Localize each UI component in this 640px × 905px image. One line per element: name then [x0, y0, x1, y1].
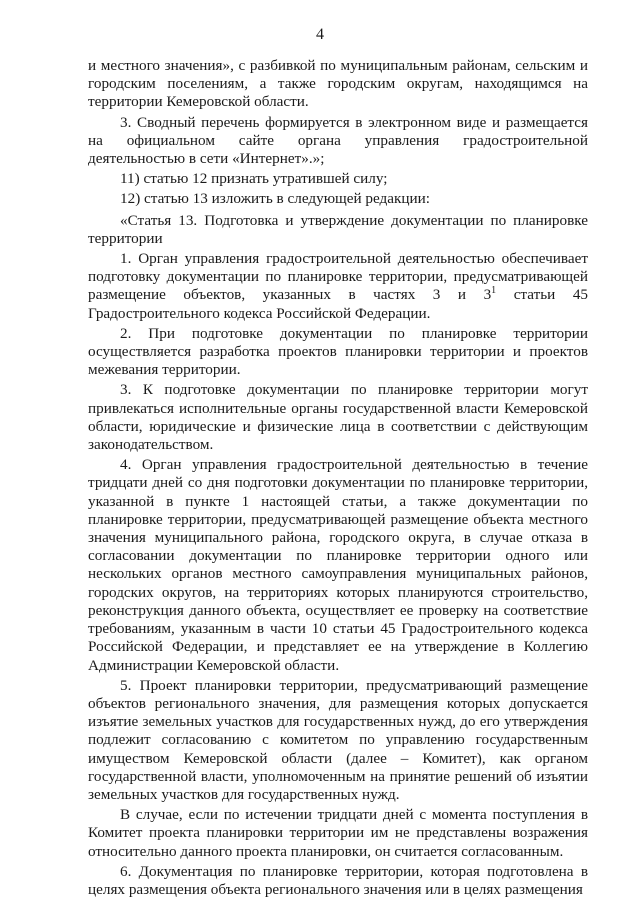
paragraph: 6. Документация по планировке территории, которая подготовлена в целях размещения объекта регионального значения или в целях размещения — [88, 862, 588, 898]
page-number: 4 — [316, 26, 324, 43]
paragraph: 5. Проект планировки территории, предусматривающий размещение объектов регионального значения, для размещения которых допускается изъятие земельных участков для государственных нужд, до его утверждения подлежит согласованию с комитетом по управлению государственным имуществом Кемеровской области (далее – Комитет), как органом государственной власти, уполномоченным на принятие решений об изъятии земельных участков для государственных нужд. — [88, 676, 588, 803]
paragraph: 12) статью 13 изложить в следующей редакции: — [120, 190, 430, 208]
paragraph: 3. К подготовке документации по планировке территории могут привлекаться исполнительные органы государственной власти Кемеровской области, юридические и физические лица в соответствии с действующим законодательством. — [88, 381, 588, 454]
paragraph: 11) статью 12 признать утратившей силу; — [120, 170, 388, 188]
article-heading: «Статья 13. Подготовка и утверждение документации по планировке территории — [88, 211, 588, 247]
paragraph: В случае, если по истечении тридцати дней с момента поступления в Комитет проекта планировки территории им не представлены возражения относительно данного проекта планировки, он считается согласованным. — [88, 806, 588, 860]
document-body — [88, 57, 588, 901]
paragraph: 4. Орган управления градостроительной деятельностью в течение тридцати дней со дня подготовки документации по планировке территории, указанной в пункте 1 настоящей статьи, а также документации по планировке территории, предусматривающей размещение объекта местного значения муниципального района, городского округа, в случае отказа в согласовании документации по планировке территории одного или нескольких органов местного самоуправления муниципальных районов, городских округов, на территориях которых планируются строительство, реконструкция данного объекта, осуществляет ее проверку на соответствие требованиям, указанным в части 10 статьи 45 Градостроительного кодекса Российской Федерации, и представляет ее на утверждение в Коллегию Администрации Кемеровской области. — [88, 456, 588, 674]
paragraph — [88, 250, 588, 323]
paragraph: и местного значения», с разбивкой по муниципальным районам, сельским и городским поселениям, а также городским округам, находящимся на территории Кемеровской области. — [88, 57, 588, 111]
paragraph: 2. При подготовке документации по планировке территории осуществляется разработка проектов планировки территории и проектов межевания территории. — [88, 324, 588, 379]
paragraph: 3. Сводный перечень формируется в электронном виде и размещается на официальном сайте органа управления градостроительной деятельностью в сети «Интернет».»; — [88, 113, 588, 168]
paragraph-text: статьи 45 Градостроительного кодекса Российской Федерации. — [88, 286, 589, 322]
superscript: 1 — [491, 285, 497, 297]
paragraph-text: 1. Орган управления градостроительной деятельностью обеспечивает подготовку документации по планировке территории, предусматривающей размещение объектов, указанных в частях 3 и 3 — [88, 250, 588, 304]
